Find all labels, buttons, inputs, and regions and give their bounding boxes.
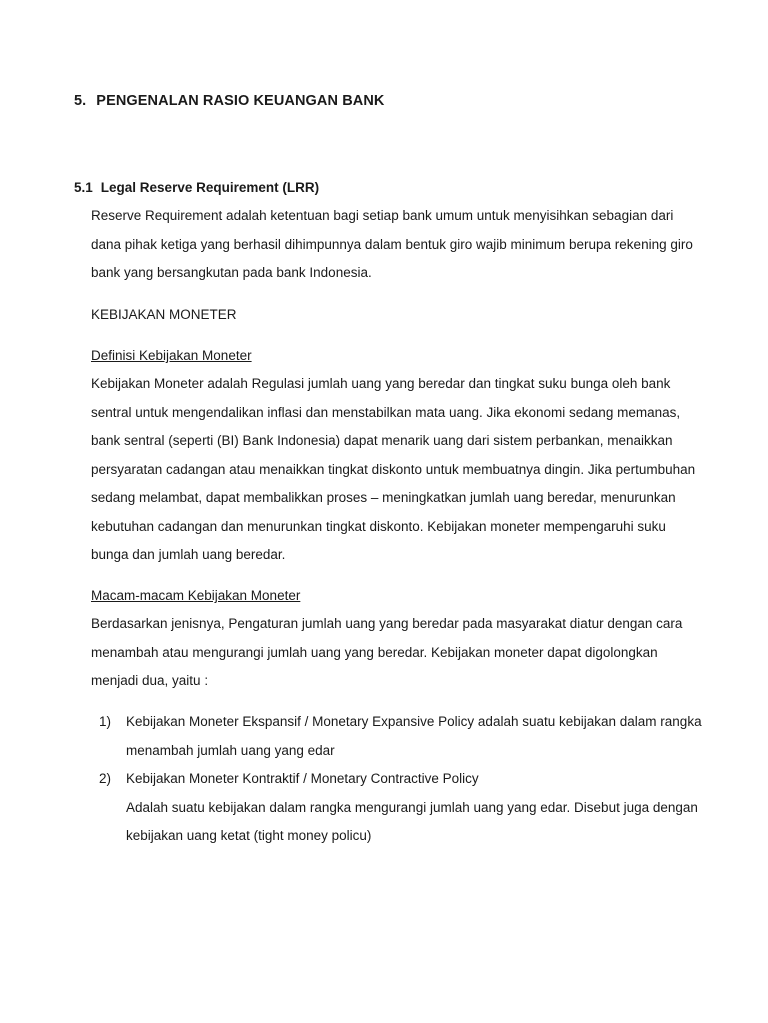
chapter-title (74, 93, 384, 109)
paragraph-line: menambah atau mengurangi jumlah uang yang beredar. Kebijakan moneter dapat digolongkan (91, 644, 658, 660)
paragraph-line: sentral untuk mengendalikan inflasi dan menstabilkan mata uang. Jika ekonomi sedang memanas, (91, 404, 681, 420)
paragraph-line: dana pihak ketiga yang berhasil dihimpunnya dalam bentuk giro wajib minimum berupa rekening giro (91, 236, 693, 252)
kebijakan-moneter-heading: KEBIJAKAN MONETER (91, 307, 237, 322)
list-number: 2) (99, 771, 112, 786)
list-item (99, 708, 739, 765)
paragraph-line: sedang melambat, dapat membalikkan proses – meningkatkan jumlah uang beredar, menurunkan (91, 490, 676, 505)
list-item-body (126, 765, 739, 851)
definisi-heading: Definisi Kebijakan Moneter (91, 348, 252, 363)
paragraph-line: Berdasarkan jenisnya, Pengaturan jumlah uang yang beredar pada masyarakat diatur dengan cara (91, 616, 683, 631)
section-number: 5.1 (74, 180, 93, 195)
policy-list (99, 708, 739, 851)
paragraph-line: bank sentral (seperti (BI) Bank Indonesia) dapat menarik uang dari sistem perbankan, menaikkan (91, 433, 673, 448)
chapter-number: 5. (74, 93, 87, 109)
section-title (74, 180, 319, 195)
paragraph-line: Kebijakan Moneter adalah Regulasi jumlah uang yang beredar dan tingkat suku bunga oleh bank (91, 376, 671, 391)
list-line: Adalah suatu kebijakan dalam rangka mengurangi jumlah uang yang edar. Disebut juga dengan (126, 799, 698, 815)
list-line: Kebijakan Moneter Kontraktif / Monetary Contractive Policy (126, 771, 479, 786)
paragraph-line: Reserve Requirement adalah ketentuan bagi setiap bank umum untuk menyisihkan sebagian dari (91, 208, 674, 223)
paragraph-line: menjadi dua, yaitu : (91, 673, 209, 688)
list-number: 1) (99, 714, 112, 729)
paragraph-line: persyaratan cadangan atau menaikkan tingkat diskonto untuk membuatnya dingin. Jika pertumbuhan (91, 461, 696, 477)
list-line: menambah jumlah uang yang edar (126, 742, 335, 758)
chapter-title-text: PENGENALAN RASIO KEUANGAN BANK (96, 93, 385, 109)
paragraph-line: bunga dan jumlah uang beredar. (91, 547, 286, 562)
lrr-paragraph (91, 202, 731, 288)
paragraph-line: kebutuhan cadangan dan menurunkan tingkat diskonto. Kebijakan moneter mempengaruhi suku (91, 518, 666, 534)
section-title-text: Legal Reserve Requirement (LRR) (100, 180, 320, 195)
list-item-body (126, 708, 739, 765)
list-item (99, 765, 739, 851)
list-line: Kebijakan Moneter Ekspansif / Monetary Expansive Policy adalah suatu kebijakan dalam rangka (126, 714, 702, 729)
macam-heading: Macam-macam Kebijakan Moneter (91, 588, 301, 603)
macam-paragraph (91, 610, 731, 696)
definisi-paragraph (91, 370, 731, 570)
paragraph-line: bank yang bersangkutan pada bank Indonesia. (91, 265, 372, 280)
list-line: kebijakan uang ketat (tight money policu) (126, 828, 372, 843)
